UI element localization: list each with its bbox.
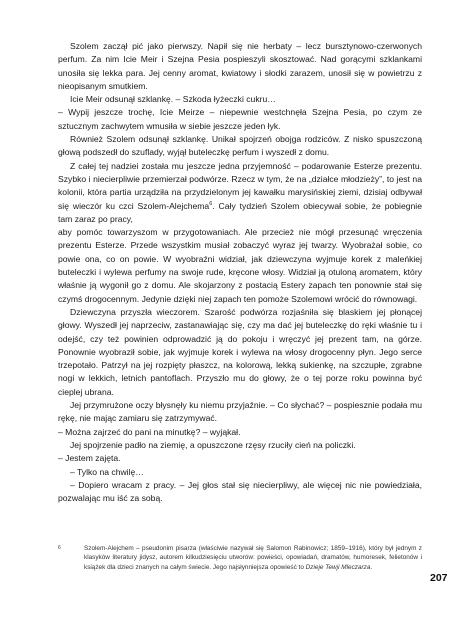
paragraph-4: Również Szolem odsunął szklankę. Unikał spojrzeń obojga rodziców. Z nisko spuszczoną głową podszedł do szuflady, wyjął buteleczkę perfum i wyszedł z domu. [58,134,422,158]
page-number: 207 [430,572,448,584]
paragraph-9: Jej spojrzenie padło na ziemię, a opuszczone rzęsy rzuciły cień na policzki. [70,439,356,450]
paragraph-12: – Dopiero wracam z pracy. – Jej głos stał się niecierpliwy, ale więcej nic nie powiedziała, pozwalając mu iść za sobą. [58,479,422,504]
paragraph-1: Szolem zaczął pić jako pierwszy. Napił się nie herbaty – lecz bursztynowo-czerwonych perfum. Za nim Icie Meir i Szejna Pesia pospieszyli skosztować. Nad gorącymi szklankami unosiła się lekka para. Jej cenny aromat, kwiatowy i słodki zarazem, unosił się w powietrzu z nieopisanym smutkiem. [58,41,422,91]
paragraph-11: – Tylko na chwilę… [70,466,144,477]
footnote [58,544,422,572]
paragraph-7: Jej przymrużone oczy błysnęły ku niemu przyjaźnie. – Co słychać? – pospiesznie podała mu rękę, nie mając zamiaru się zatrzymywać. [58,400,422,424]
paragraph-5 [58,160,422,226]
footnote-number: 6 [58,545,61,551]
footnote-book-title: Dzieje Tewji Mleczarza [305,563,371,571]
paragraph-5-tail: . Cały tydzień Szolem obiecywał sobie, że pobiegnie tam zaraz po pracy, [58,200,422,224]
main-text [58,40,422,505]
paragraph-10: – Jestem zajęta. [58,453,121,464]
paragraph-5-continued: aby pomóc towarzyszom w przygotowaniach. Ale przecież nie mógł przesunąć wręczenia prezentu Esterze. Przede wszystkim musiał zobaczyć wyraz jej twarzy. Wyobrażał sobie, co powie ona, co on powie. W wyobraźni widział, jak dziewczyna wyjmuje korek z maleńkiej buteleczki i wylewa perfumy na swoje rude, kręcone włosy. Widział ją otuloną aromatem, który właśnie ją wygonił go z domu. Ale skojarzony z postacią Estery zapach ten ponownie stał się czymś drogocennym. Jedynie dzięki niej zapach ten pomoże Szolemowi wrócić do równowagi. [58,227,422,304]
footnote-text [84,544,422,572]
paragraph-8: – Można zajrzeć do pani na minutkę? – wyjąkał. [58,426,241,437]
footnote-text-before: Szolem-Alejchem – pseudonim pisarza (właściwie nazywał się Salomon Rabinowicz; 1859–1916), który był jednym z klasyków literatury jidysz, autorem kilkudziesięciu utworów: powieści, opowiadań, dramatów, humoresek, felietonów i książek dla dzieci znanych na całym świecie. Jego najsłynniejsza opowieść to [84,545,422,571]
paragraph-2: Icie Meir odsunął szklankę. – Szkoda łyżeczki cukru… [70,94,276,105]
paragraph-3: – Wypij jeszcze trochę, Icie Meirze – niepewnie westchnęła Szejna Pesia, po czym ze sztucznym zachwytem wmusiła w siebie jeszcze jeden łyk. [58,107,422,131]
footnote-text-after: . [370,563,373,571]
paragraph-6: Dziewczyna przyszła wieczorem. Szarość podwórza rozjaśniła się blaskiem jej płonącej głowy. Wyszedł jej naprzeciw, zastanawiając się, czy ma dać jej buteleczkę do ręki właśnie tu i odejść, czy też powinien odprowadzić ją do pokoju i wręczyć jej prezent tam, na górze. Ponownie wyobraził sobie, jak wyjmuje korek i wylewa na włosy drogocenny płyn. Jego serce trzepotało. Patrzył na jej rozpięty płaszcz, na kolorową, lekką sukienkę, na szczupłe, zgrabne nogi w lekkich, letnich pantoflach. Przyszło mu do głowy, że o tej porze roku powinna być cieplej ubrana. [58,306,422,397]
footnote-marker[interactable]: 6 [209,200,213,207]
paragraph-5-text: Z całej tej nadziei została mu jeszcze jedna przyjemność – podarowanie Esterze prezentu. Szybko i niecierpliwie przemierzał podwórze. Rzecz w tym, że na „działce młodzieży”, to jest na kolonii, która partia urządziła na przydzielonym jej kawałku marysińskiej ziemi, dzisiaj odbywał się wieczór ku czci Szolem-Alejchema [58,160,422,211]
